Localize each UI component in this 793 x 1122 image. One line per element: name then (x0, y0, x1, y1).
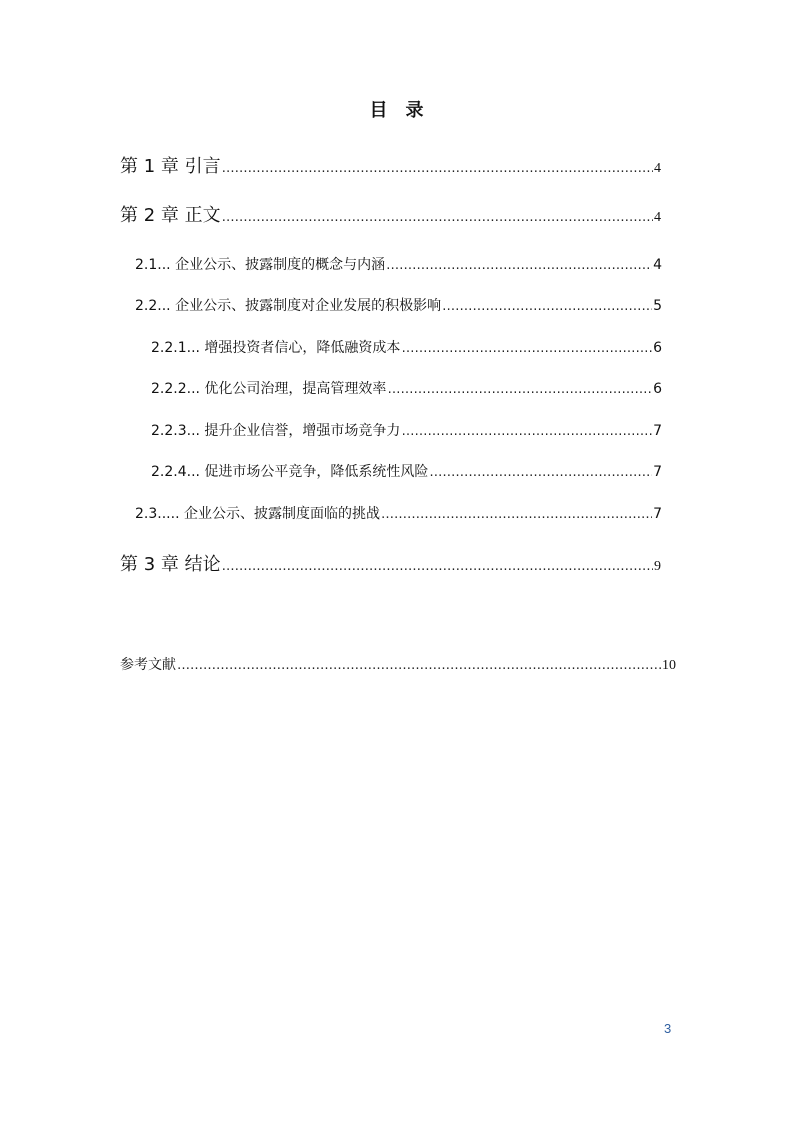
toc-entry-section-2-2-2[interactable] (151, 378, 662, 398)
toc-entry-page: 6 (653, 381, 662, 397)
toc-title (0, 96, 793, 122)
page-number: 3 (664, 1021, 672, 1036)
leader-dots (222, 161, 653, 176)
toc-title-char-1: 目 (369, 100, 388, 121)
toc-entry-label: 2.2... 企业公示、披露制度对企业发展的积极影响 (135, 298, 442, 314)
toc-title-char-2: 录 (405, 100, 424, 121)
toc-entry-chapter-3[interactable] (120, 550, 661, 576)
toc-entry-chapter-2[interactable] (120, 201, 661, 227)
toc-entry-section-2-2-1[interactable] (151, 337, 662, 357)
toc-entry-section-2-3[interactable] (135, 503, 662, 523)
toc-entry-label: 第 1 章 引言 (120, 156, 221, 177)
toc-entry-section-2-2-3[interactable] (151, 420, 662, 440)
leader-dots (381, 507, 652, 522)
toc-entry-page: 4 (653, 257, 662, 273)
leader-dots (222, 559, 653, 574)
toc-entry-page: 4 (654, 161, 661, 176)
toc-entry-page: 7 (653, 464, 662, 480)
leader-dots (386, 258, 652, 273)
toc-entry-page: 10 (662, 658, 676, 673)
leader-dots (401, 341, 652, 356)
toc-entry-label: 2.2.4... 促进市场公平竞争，降低系统性风险 (151, 464, 429, 480)
toc-entry-references[interactable] (120, 654, 676, 674)
toc-entry-label: 第 2 章 正文 (120, 205, 221, 226)
toc-entry-section-2-1[interactable] (135, 254, 662, 274)
toc-entry-page: 5 (653, 298, 662, 314)
leader-dots (387, 382, 652, 397)
toc-entry-chapter-1[interactable] (120, 152, 661, 178)
toc-entry-page: 9 (654, 559, 661, 574)
toc-entry-page: 4 (654, 210, 661, 225)
toc-entry-label: 2.1... 企业公示、披露制度的概念与内涵 (135, 257, 386, 273)
leader-dots (401, 424, 652, 439)
toc-entry-label: 第 3 章 结论 (120, 554, 221, 575)
toc-entry-label: 参考文献 (120, 657, 176, 673)
toc-entry-label: 2.2.3... 提升企业信誉，增强市场竞争力 (151, 423, 401, 439)
leader-dots (442, 299, 652, 314)
toc-entry-label: 2.2.1... 增强投资者信心，降低融资成本 (151, 340, 401, 356)
leader-dots (177, 658, 661, 673)
leader-dots (222, 210, 653, 225)
toc-entry-page: 6 (653, 340, 662, 356)
toc-entry-page: 7 (653, 506, 662, 522)
leader-dots (429, 465, 652, 480)
toc-entry-section-2-2-4[interactable] (151, 461, 662, 481)
toc-entry-section-2-2[interactable] (135, 295, 662, 315)
toc-entry-page: 7 (653, 423, 662, 439)
toc-entry-label: 2.2.2... 优化公司治理，提高管理效率 (151, 381, 387, 397)
toc-entry-label: 2.3..... 企业公示、披露制度面临的挑战 (135, 506, 380, 522)
